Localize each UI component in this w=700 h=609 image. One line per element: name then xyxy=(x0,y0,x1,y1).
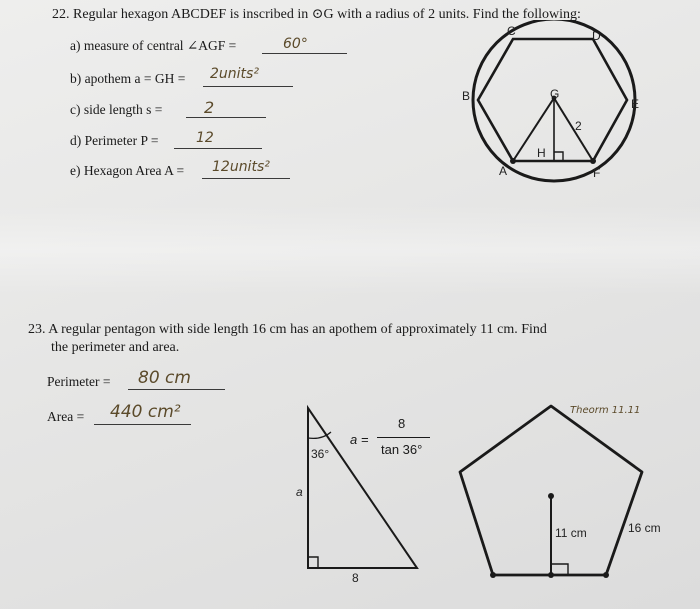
part-b-answer: 2units² xyxy=(210,66,259,82)
formula-lhs: a = xyxy=(350,432,369,447)
part-d-label: d) Perimeter P = xyxy=(70,133,159,148)
area-answer-line xyxy=(94,424,191,425)
part-a-answer-line xyxy=(262,53,347,54)
radius-label: 2 xyxy=(575,119,582,133)
vertex-label-c: C xyxy=(507,24,516,38)
paper-fold-shading xyxy=(0,205,700,295)
part-a-label: a) measure of central ∠AGF = xyxy=(70,38,237,53)
part-c-label: c) side length s = xyxy=(70,102,163,117)
triangle-figure xyxy=(290,395,460,595)
part-a-answer: 60° xyxy=(283,36,308,52)
part-b-label: b) apothem a = GH = xyxy=(70,71,186,86)
triangle-angle-label: 36° xyxy=(311,447,330,461)
part-c-answer: 2 xyxy=(204,98,215,117)
problem-23-title-line1: 23. A regular pentagon with side length 16 cm has an apothem of approximately 11 cm. Find xyxy=(28,322,547,337)
perimeter-answer-line xyxy=(128,389,225,390)
vertex-label-f: F xyxy=(593,166,601,180)
part-b-answer-line xyxy=(203,86,293,87)
pentagon-apothem-label: 11 cm xyxy=(555,526,587,540)
vertex-label-a: A xyxy=(499,164,508,178)
theorem-note: Theorm 11.11 xyxy=(570,405,641,416)
part-c-answer-line xyxy=(186,117,266,118)
part-e-answer-line xyxy=(202,178,290,179)
perimeter-answer: 80 cm xyxy=(138,368,191,388)
segment-ga xyxy=(513,98,554,161)
vertex-label-b: B xyxy=(462,89,471,103)
formula-denominator: tan 36° xyxy=(381,442,423,457)
part-d-answer: 12 xyxy=(196,130,214,146)
part-d-answer-line xyxy=(174,148,262,149)
triangle-right-angle-mark xyxy=(308,557,318,568)
triangle-base-label: 8 xyxy=(352,571,359,585)
right-angle-mark xyxy=(554,152,563,161)
pentagon-vertex-dot-left xyxy=(490,572,496,578)
pentagon-center-dot xyxy=(548,493,554,499)
formula-fraction-bar xyxy=(377,437,430,438)
pentagon-vertex-dot-right xyxy=(603,572,609,578)
pentagon-side-label: 16 cm xyxy=(628,521,661,535)
hexagon-figure xyxy=(440,20,640,190)
center-label-g: G xyxy=(550,87,560,101)
problem-22-title: 22. Regular hexagon ABCDEF is inscribed in ⊙G with a radius of 2 units. Find the following: xyxy=(52,7,581,22)
vertex-a-dot xyxy=(510,158,516,164)
problem-23-title-line2: the perimeter and area. xyxy=(51,340,180,355)
area-answer: 440 cm² xyxy=(110,402,181,422)
part-e-label: e) Hexagon Area A = xyxy=(70,163,185,178)
vertex-f-dot xyxy=(590,158,596,164)
part-e-answer: 12units² xyxy=(212,159,270,175)
pentagon-right-angle-mark xyxy=(551,564,568,575)
formula-numerator: 8 xyxy=(398,416,406,431)
pentagon-foot-dot xyxy=(548,572,554,578)
area-label: Area = xyxy=(47,409,85,424)
vertex-label-e: E xyxy=(631,97,640,111)
pentagon-figure xyxy=(450,390,690,590)
triangle-side-label: a xyxy=(296,485,303,499)
foot-label-h: H xyxy=(537,146,546,160)
perimeter-label: Perimeter = xyxy=(47,374,111,389)
vertex-label-d: D xyxy=(592,29,601,43)
